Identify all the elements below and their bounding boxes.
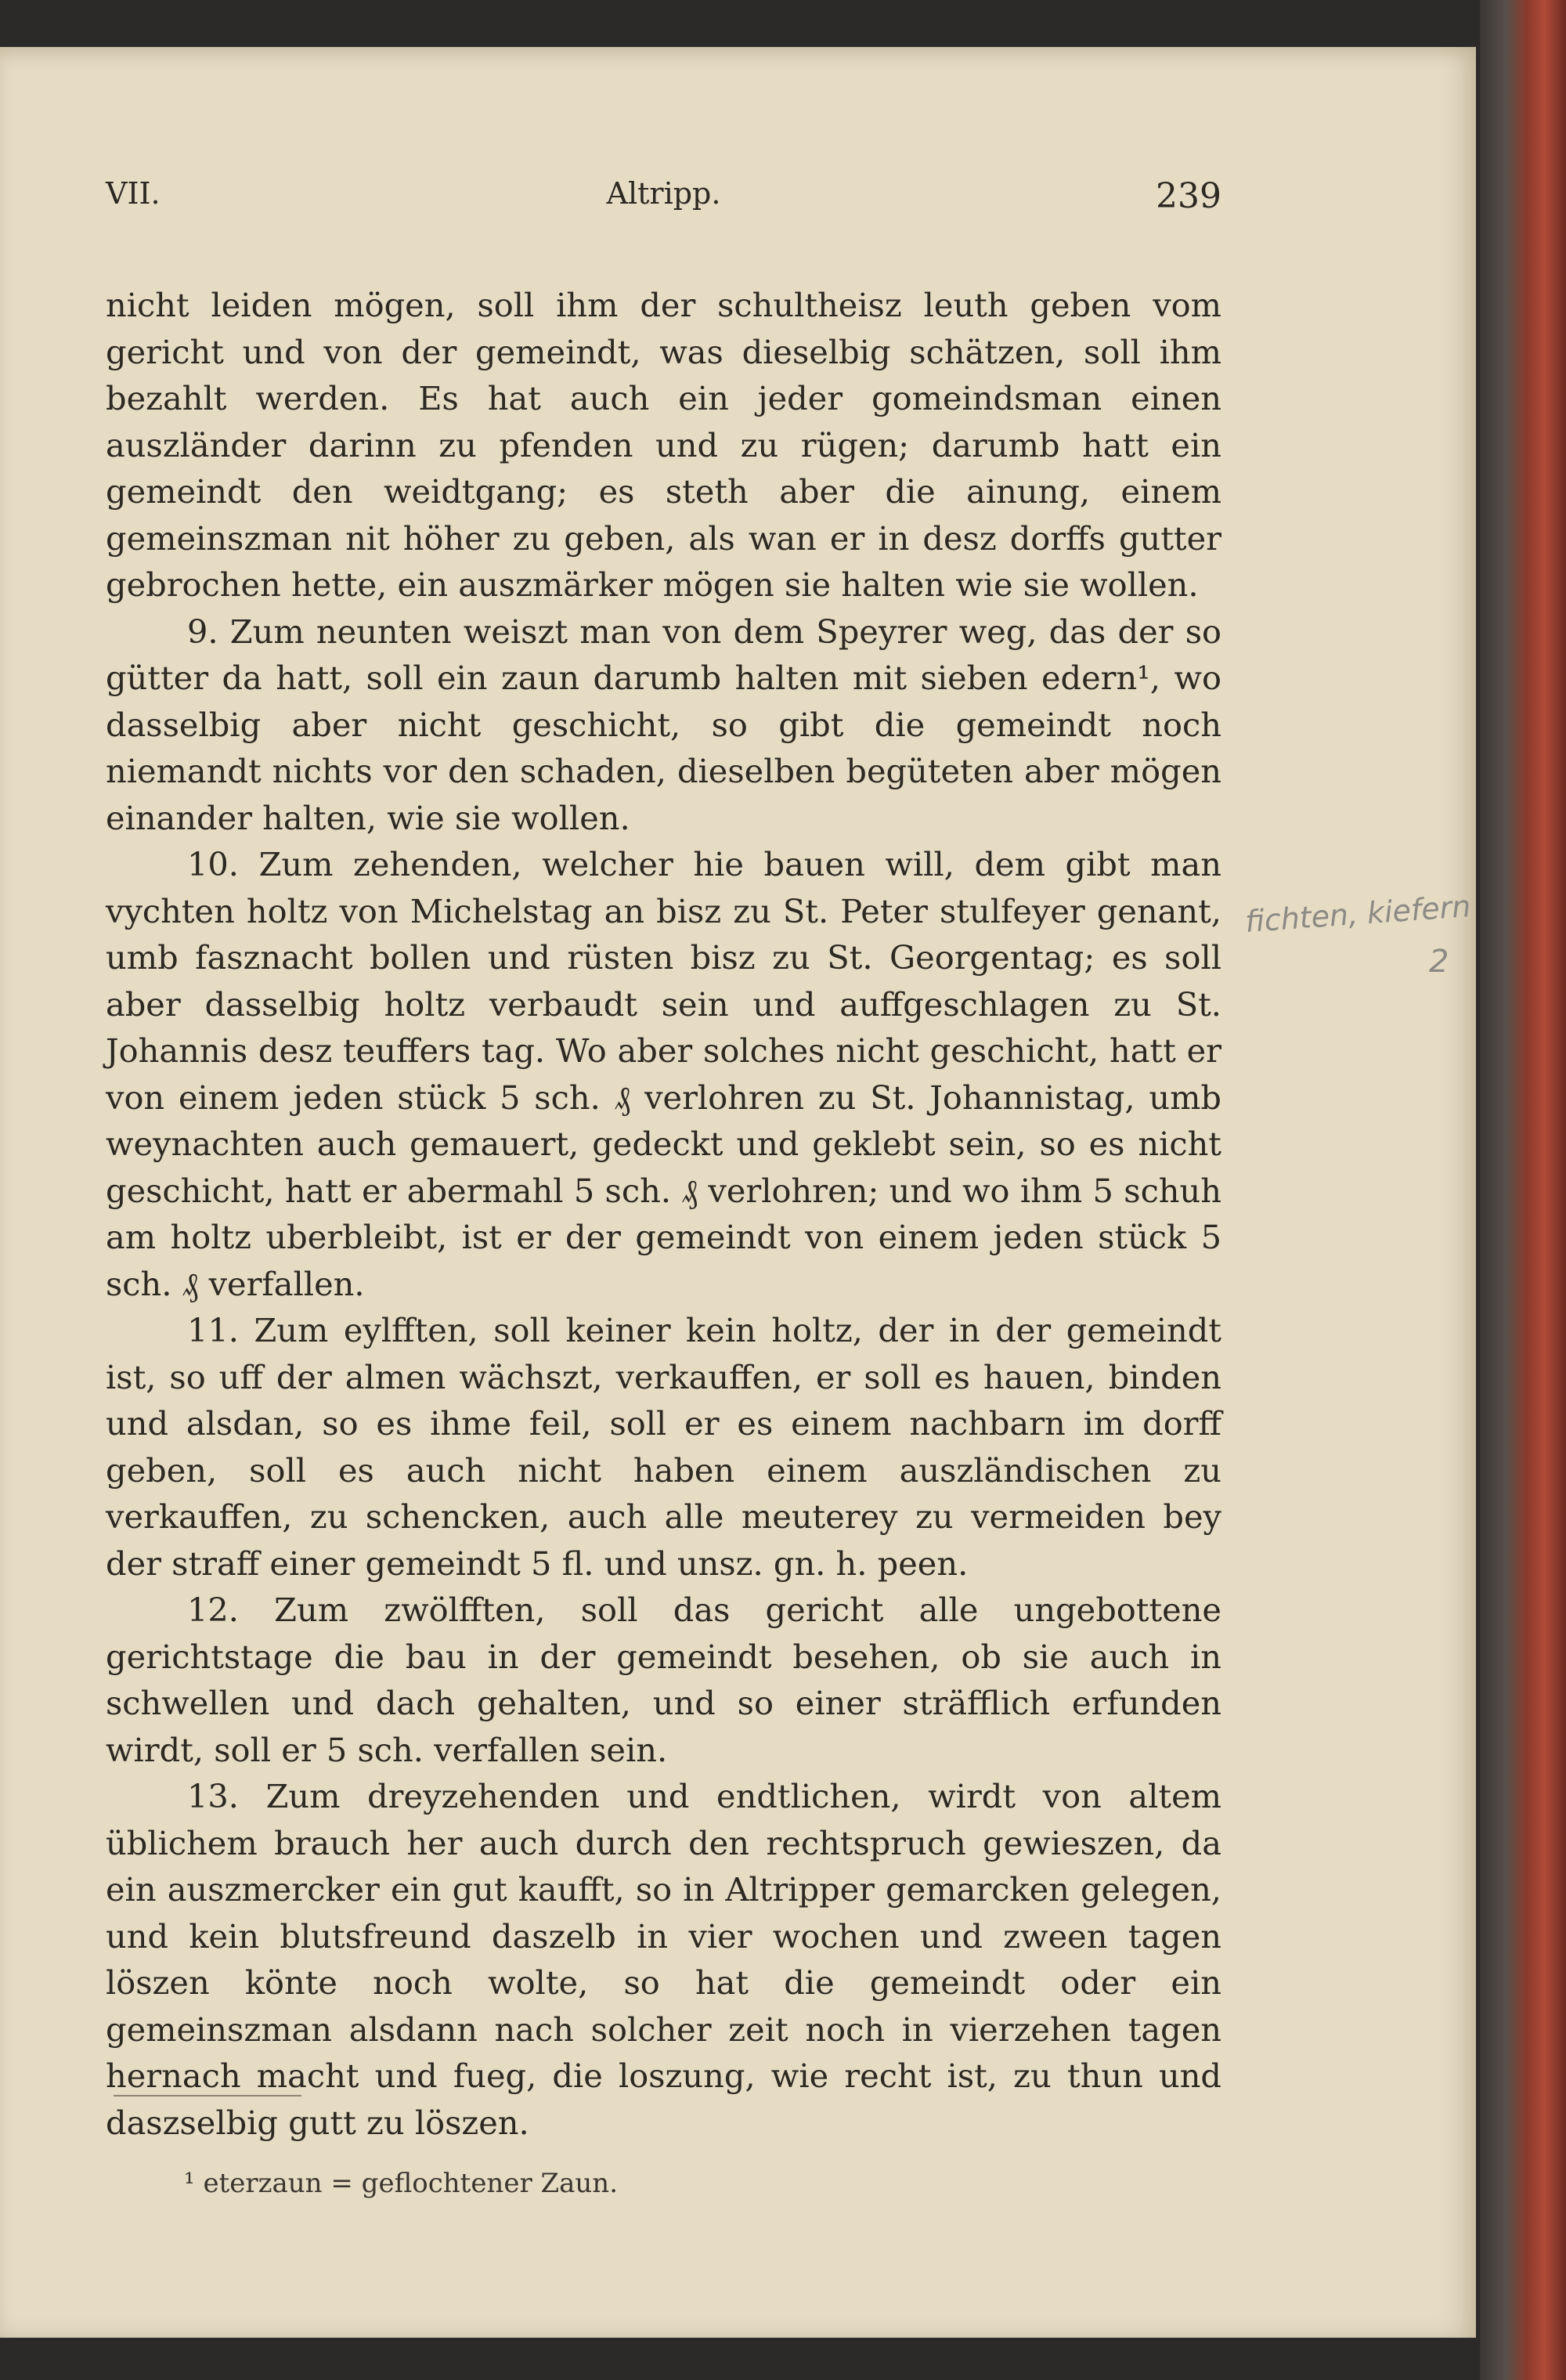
page-number: 239 — [1156, 176, 1221, 216]
paragraph-9: 9. Zum neunten weiszt man von dem Speyrer weg, das der so gütter da hatt, soll ein zaun darumb halten mit sieben edern¹, wo dasselbig aber nicht geschicht, so gibt die gemeindt noch niemandt nichts vor den schaden, dieselben begüteten aber mögen einander halten, wie sie wollen. — [106, 612, 1221, 837]
footnote-rule — [114, 2095, 301, 2096]
running-header — [106, 176, 1221, 231]
book-binding — [1480, 0, 1566, 2380]
running-title: Altripp. — [606, 176, 721, 211]
paragraph-10: 10. Zum zehenden, welcher hie bauen will, dem gibt man vychten holtz von Michelstag an bisz zu St. Peter stulfeyer genant, umb fasznacht bollen und rüsten bisz zu St. Georgentag; es soll aber dasselbig holtz verbaudt sein und auffgeschlagen zu St. Johannis desz teuffers tag. Wo aber solches nicht geschicht, hatt er von einem jeden stück 5 sch. ₰ verlohren zu St. Johannistag, umb weynachten auch gemauert, gedeckt und geklebt sein, so es nicht geschicht, hatt er abermahl 5 sch. ₰ verlohren; und wo ihm 5 schuh am holtz uberbleibt, ist er der gemeindt von einem jeden stück 5 sch. ₰ verfallen. — [106, 845, 1221, 1303]
book-page — [0, 47, 1476, 2338]
paragraph-13: 13. Zum dreyzehenden und endtlichen, wirdt von altem üblichem brauch her auch durch den rechtspruch gewieszen, da ein auszmercker ein gut kaufft, so in Altripper gemarcken gelegen, und kein blutsfreund daszelb in vier wochen und zween tagen löszen könte noch wolte, so hat die gemeindt oder ein gemeinszman alsdann nach solcher zeit noch in vierzehen tagen hernach macht und fueg, die loszung, wie recht ist, zu thun und daszselbig gutt zu löszen. — [106, 1777, 1221, 2142]
footnote: ¹ eterzaun = geflochtener Zaun. — [184, 2168, 619, 2199]
handwritten-margin-note: fichten, kiefern — [1243, 888, 1472, 940]
handwritten-margin-mark: 2 — [1429, 944, 1449, 980]
paragraph-12: 12. Zum zwölfften, soll das gericht alle ungebottene gerichtstage die bau in der gemeindt besehen, ob sie auch in schwellen und dach gehalten, und so einer sträfflich erfunden wirdt, soll er 5 sch. verfallen sein. — [106, 1591, 1221, 1769]
paragraph-continued: nicht leiden mögen, soll ihm der schultheisz leuth geben vom gericht und von der gemeindt, was dieselbig schätzen, soll ihm bezahlt werden. Es hat auch ein jeder gomeindsman einen auszländer darinn zu pfenden und zu rügen; darumb hatt ein gemeindt den weidtgang; es steth aber die ainung, einem gemeinszman nit höher zu geben, als wan er in desz dorffs gutter gebrochen hette, ein auszmärker mögen sie halten wie sie wollen. — [106, 286, 1221, 604]
page-body — [106, 282, 1221, 2146]
chapter-number: VII. — [106, 176, 161, 211]
paragraph-11: 11. Zum eylfften, soll keiner kein holtz, der in der gemeindt ist, so uff der almen wächszt, verkauffen, er soll es hauen, binden und alsdan, so es ihme feil, soll er es einem nachbarn im dorff geben, soll es auch nicht haben einem auszländischen zu verkauffen, zu schencken, auch alle meuterey zu vermeiden bey der straff einer gemeindt 5 fl. und unsz. gn. h. peen. — [106, 1311, 1221, 1583]
